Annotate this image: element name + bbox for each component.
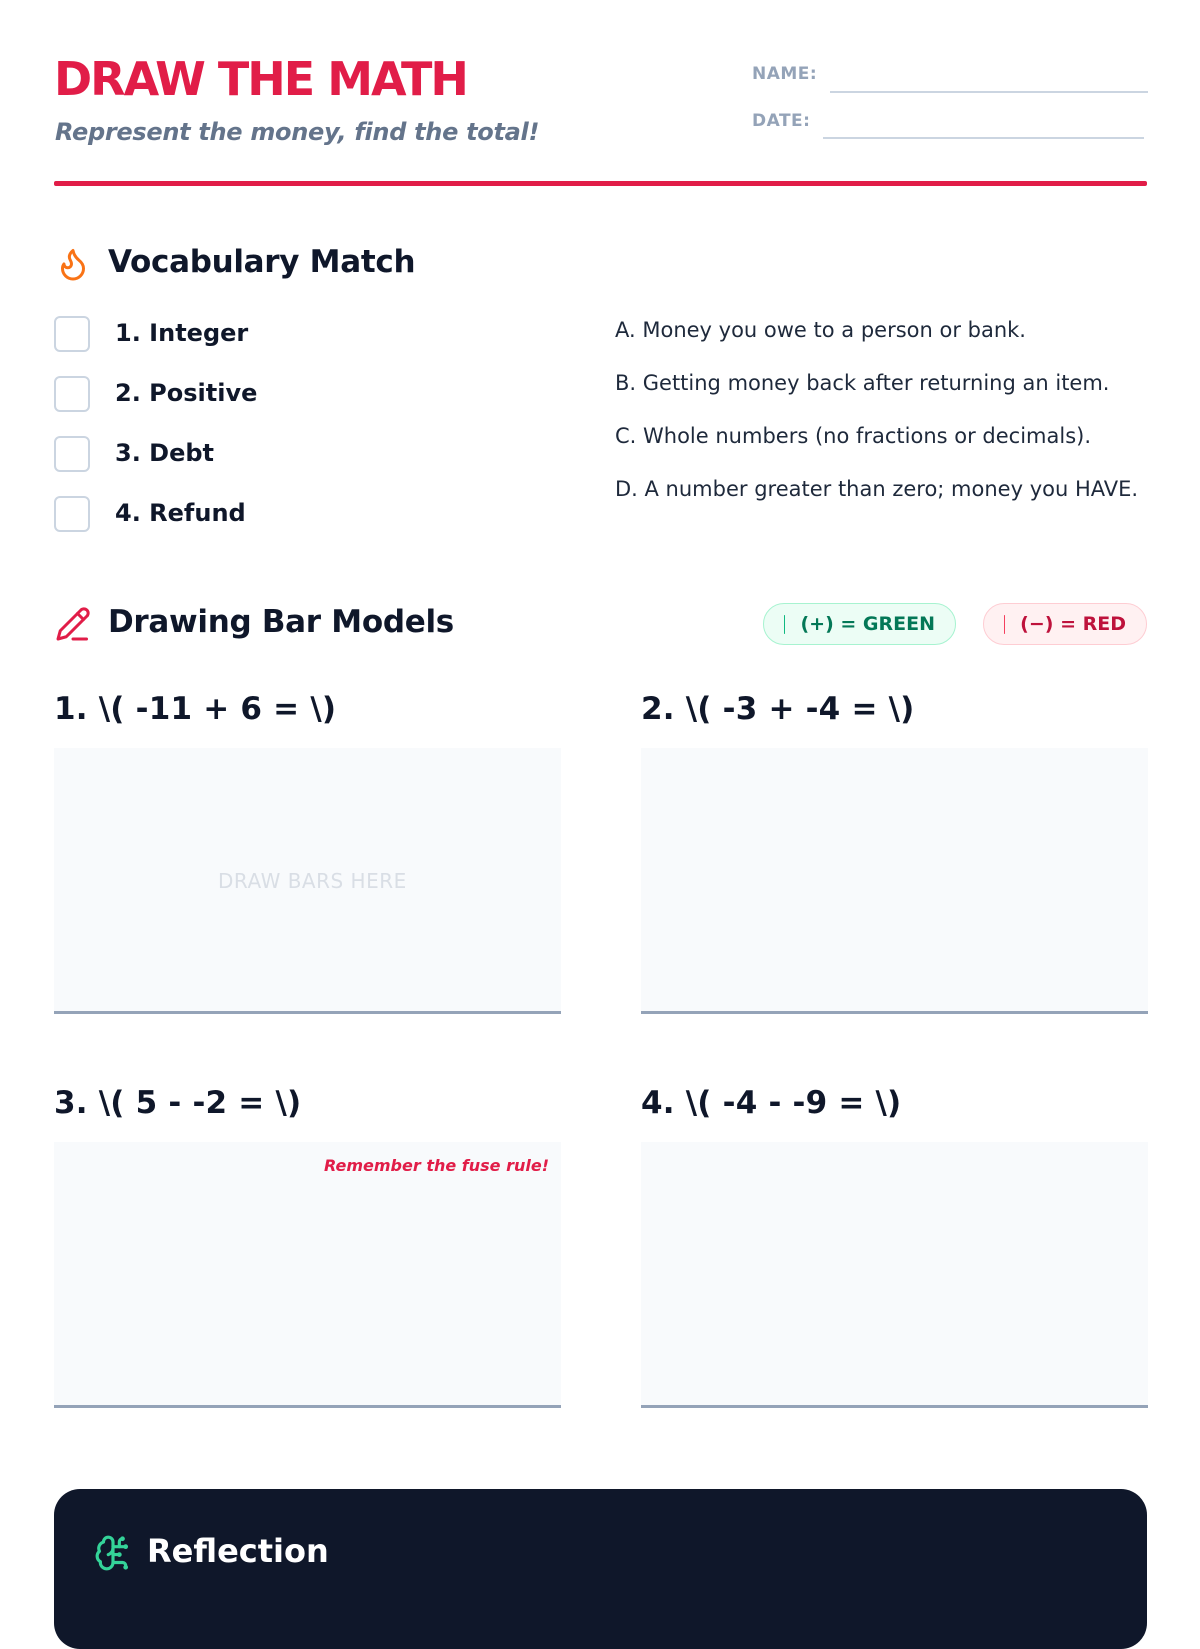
vocab-definition: D. A number greater than zero; money you HAVE. [615,477,1138,501]
bars-heading: Drawing Bar Models [108,604,454,640]
flame-icon [55,246,91,282]
vocab-answer-box-1[interactable] [54,316,90,352]
drawing-area-3[interactable] [54,1142,561,1408]
name-field[interactable] [830,91,1148,93]
problem-1: 1. \( -11 + 6 = \) [54,691,336,727]
vocab-heading: Vocabulary Match [108,244,415,280]
vocab-term: 2. Positive [115,379,257,407]
date-label: DATE: [752,111,810,131]
reflection-panel [54,1489,1147,1649]
drawing-area-2[interactable] [641,748,1148,1014]
reflection-heading: Reflection [147,1532,329,1570]
vocab-term: 4. Refund [115,499,246,527]
pencil-icon [55,606,91,642]
brain-icon [94,1534,132,1572]
drawing-area-1[interactable] [54,748,561,1014]
problem-2: 2. \( -3 + -4 = \) [641,691,915,727]
vocab-answer-box-4[interactable] [54,496,90,532]
vocab-answer-box-2[interactable] [54,376,90,412]
vocab-definition: C. Whole numbers (no fractions or decimals). [615,424,1091,448]
legend-negative [983,603,1147,645]
problem-4: 4. \( -4 - -9 = \) [641,1085,901,1121]
header-divider [54,181,1147,186]
fuse-rule-note: Remember the fuse rule! [324,1156,549,1175]
page-subtitle: Represent the money, find the total! [55,118,539,146]
drawing-area-4[interactable] [641,1142,1148,1408]
problem-3: 3. \( 5 - -2 = \) [54,1085,301,1121]
draw-hint: DRAW BARS HERE [218,869,407,893]
vocab-definition: A. Money you owe to a person or bank. [615,318,1026,342]
page-title: DRAW THE MATH [54,52,467,106]
legend-negative-label: (−) = RED [1020,613,1126,635]
date-field[interactable] [823,137,1144,139]
vocab-answer-box-3[interactable] [54,436,90,472]
legend-positive-label: (+) = GREEN [800,613,935,635]
legend-positive [763,603,956,645]
name-label: NAME: [752,64,817,84]
vocab-term: 3. Debt [115,439,214,467]
vocab-term: 1. Integer [115,319,248,347]
vocab-definition: B. Getting money back after returning an item. [615,371,1109,395]
